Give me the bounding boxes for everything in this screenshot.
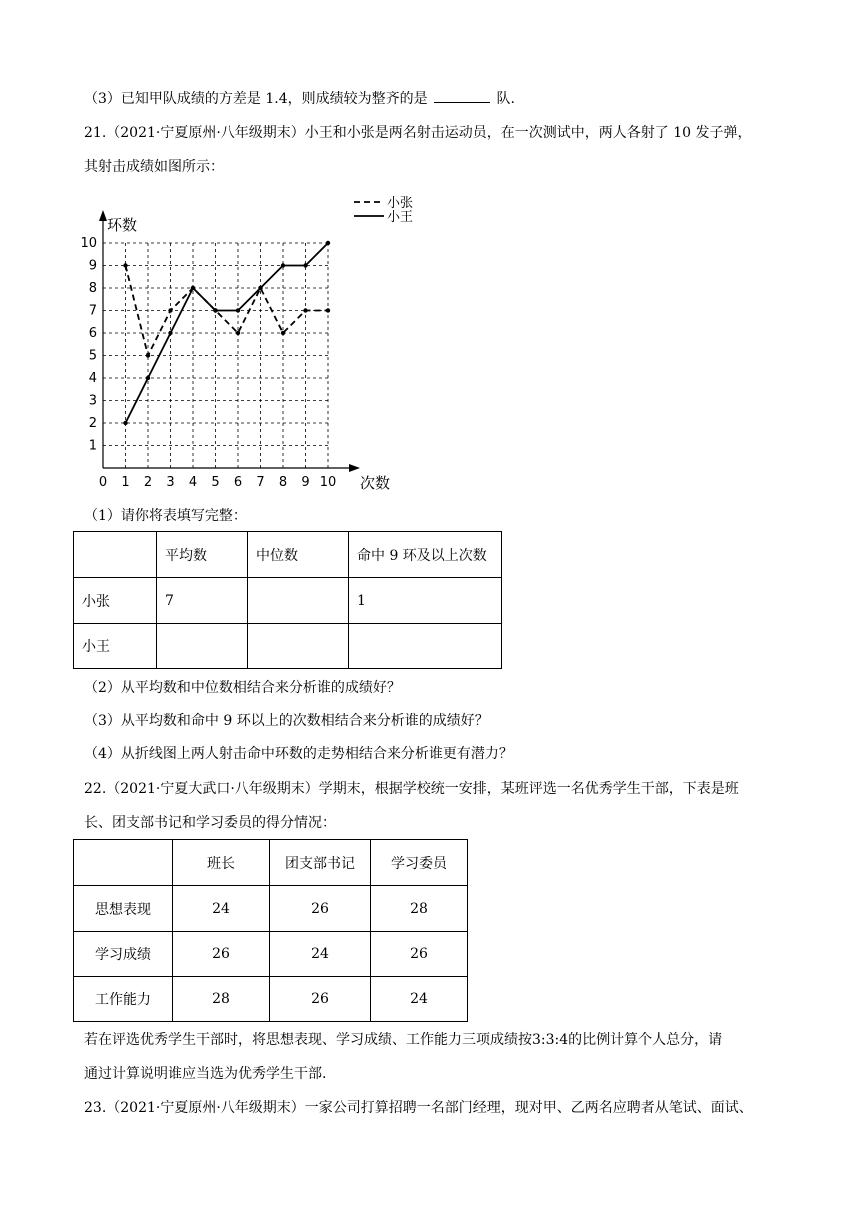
q21-table-cell[interactable] — [248, 578, 349, 624]
q21-stem-line1: 21.（2021·宁夏原州·八年级期末）小王和小张是两名射击运动员，在一次测试中，两人各射了 10 发子弹， — [84, 125, 752, 141]
y-tick-label: 4 — [88, 371, 97, 386]
chart-series — [123, 241, 330, 425]
data-point — [236, 308, 240, 312]
data-point — [303, 308, 307, 312]
y-axis-arrow — [99, 210, 107, 221]
x-tick-label: 8 — [278, 475, 288, 490]
data-point — [146, 376, 150, 380]
chart-grid — [103, 243, 328, 468]
x-tick-label: 1 — [121, 475, 130, 490]
answer-blank[interactable] — [434, 88, 490, 103]
q22-after-line1: 若在评选优秀学生干部时，将思想表现、学习成绩、工作能力三项成绩按3:3:4的比例计算个人总分，请 — [84, 1032, 723, 1048]
q21-table-cell[interactable] — [157, 624, 248, 669]
q20-part3-text: （3）已知甲队成绩的方差是 1.4，则成绩较为整齐的是 — [84, 91, 428, 107]
x-tick-label: 6 — [233, 475, 243, 490]
q22-stem-line1: 22.（2021·宁夏大武口·八年级期末）学期末，根据学校统一安排，某班评选一名优秀学生干部，下表是班 — [84, 781, 739, 797]
line-chart — [80, 188, 414, 496]
q22-after-line2: 通过计算说明谁应当选为优秀学生干部. — [84, 1066, 327, 1082]
q21-sub3: （3）从平均数和命中 9 环以上的次数相结合来分析谁的成绩好？ — [84, 713, 489, 729]
q21-table-cell: 7 — [157, 578, 248, 624]
q21-table-header: 平均数 — [157, 532, 248, 578]
x-tick-label: 9 — [301, 475, 310, 490]
q22-table-cell: 24 — [173, 886, 270, 932]
q21-sub4: （4）从折线图上两人射击命中环数的走势相结合来分析谁更有潜力？ — [84, 746, 513, 762]
q21-table-cell[interactable] — [349, 624, 502, 669]
q21-table-row-label: 小张 — [74, 578, 157, 624]
q22-table-corner — [74, 840, 173, 886]
q22-table-cell: 26 — [173, 932, 270, 977]
data-point — [326, 241, 330, 245]
x-tick-label: 2 — [143, 475, 153, 490]
x-tick-label: 10 — [319, 475, 337, 490]
q21-table-header: 中位数 — [248, 532, 349, 578]
q21-table-corner — [74, 532, 157, 578]
q21-sub2: （2）从平均数和中位数相结合来分析谁的成绩好？ — [84, 680, 401, 696]
q21-fill-prompt: （1）请你将表填写完整： — [84, 508, 247, 524]
q20-part3 — [84, 88, 515, 109]
data-point — [326, 308, 330, 312]
q21-table-cell: 1 — [349, 578, 502, 624]
y-tick-label: 6 — [88, 326, 97, 341]
y-tick-label: 2 — [88, 416, 97, 431]
q22-table-row-label: 思想表现 — [74, 886, 173, 932]
q22-table-cell: 26 — [270, 886, 371, 932]
data-point — [191, 286, 195, 290]
data-point — [168, 331, 172, 335]
y-tick-label: 7 — [88, 303, 97, 319]
data-point — [281, 263, 285, 267]
x-tick-label: 0 — [98, 475, 108, 490]
data-point — [146, 353, 150, 357]
data-point — [123, 421, 127, 425]
legend-label: 小王 — [387, 210, 414, 225]
data-point — [303, 263, 307, 267]
q22-table-cell: 28 — [173, 977, 270, 1022]
q21-table — [73, 531, 502, 669]
y-tick-label: 3 — [88, 393, 97, 409]
q22-table-row-label: 工作能力 — [74, 977, 173, 1022]
q22-table-cell: 28 — [371, 886, 468, 932]
data-point — [213, 308, 217, 312]
chart-legend — [354, 196, 413, 225]
y-tick-label: 1 — [88, 438, 97, 454]
q22-table-cell: 26 — [270, 977, 371, 1022]
data-point — [236, 331, 240, 335]
y-tick-label: 9 — [88, 258, 97, 274]
legend-label: 小张 — [387, 196, 414, 211]
x-tick-label: 3 — [166, 475, 175, 490]
q22-table — [73, 839, 468, 1022]
q22-stem-line2: 长、团支部书记和学习委员的得分情况： — [84, 815, 336, 831]
y-tick-label: 8 — [88, 281, 97, 296]
x-tick-label: 7 — [256, 475, 265, 490]
q21-table-row-label: 小王 — [74, 624, 157, 669]
q21-table-header: 命中 9 环及以上次数 — [349, 532, 502, 578]
y-tick-label: 10 — [80, 236, 97, 251]
y-tick-label: 5 — [88, 348, 97, 364]
chart-labels — [80, 216, 390, 492]
x-tick-label: 4 — [188, 475, 198, 490]
x-axis-label: 次数 — [360, 474, 391, 492]
q22-table-header: 班长 — [173, 840, 270, 886]
q22-table-row-label: 学习成绩 — [74, 932, 173, 977]
q21-stem-line2: 其射击成绩如图所示： — [84, 159, 224, 175]
x-tick-label: 5 — [211, 475, 220, 490]
q22-table-cell: 24 — [270, 932, 371, 977]
y-axis-label: 环数 — [107, 216, 138, 234]
q22-table-header: 学习委员 — [371, 840, 468, 886]
q22-table-cell: 26 — [371, 932, 468, 977]
q23-stem-line1: 23.（2021·宁夏原州·八年级期末）一家公司打算招聘一名部门经理，现对甲、乙两名应聘者从笔试、面试、 — [84, 1100, 753, 1116]
q20-part3-suffix: 队. — [496, 91, 515, 107]
data-point — [258, 286, 262, 290]
q21-table-cell[interactable] — [248, 624, 349, 669]
x-axis-arrow — [349, 464, 360, 472]
data-point — [281, 331, 285, 335]
q22-table-header: 团支部书记 — [270, 840, 371, 886]
q22-table-cell: 24 — [371, 977, 468, 1022]
data-point — [123, 263, 127, 267]
data-point — [168, 308, 172, 312]
